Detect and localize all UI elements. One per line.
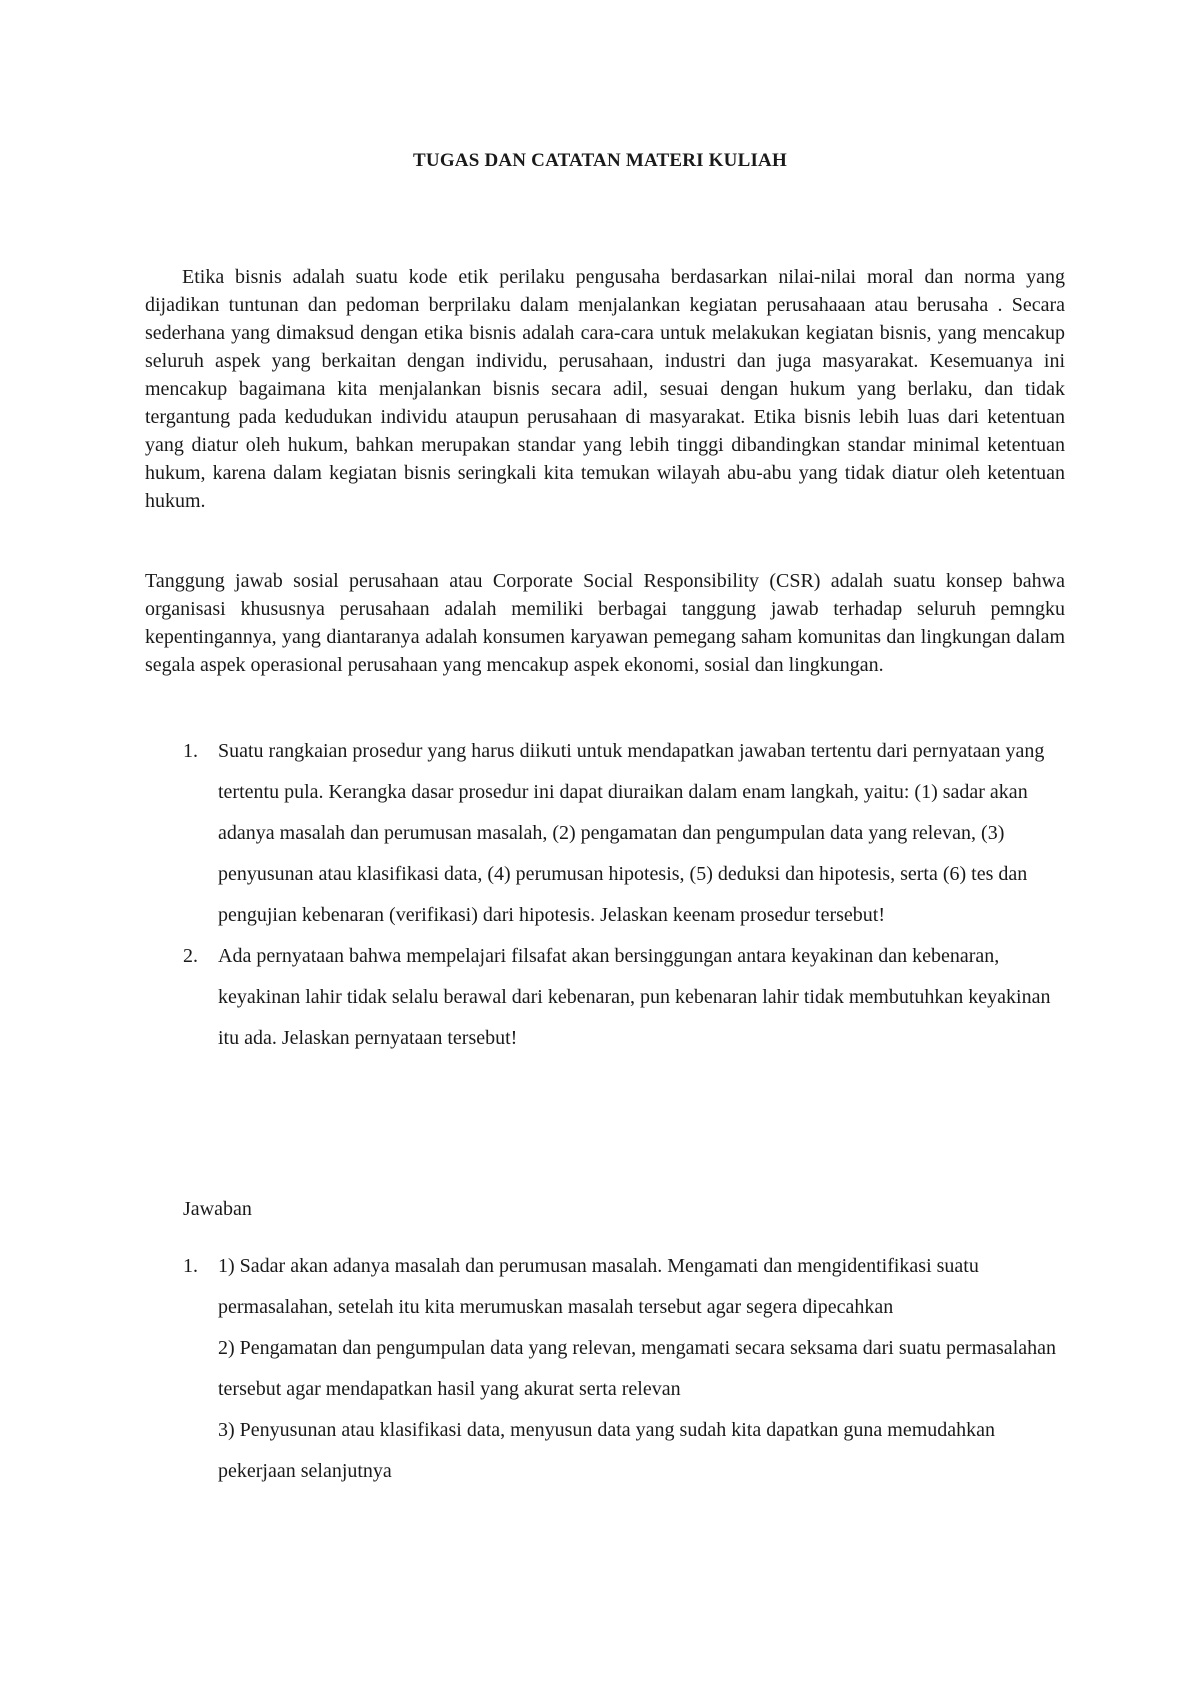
question-text: Ada pernyataan bahwa mempelajari filsafat akan bersinggungan antara keyakinan dan kebenaran, keyakinan lahir tidak selalu berawal dari kebenaran, pun kebenaran lahir tidak membutuhkan keyakinan itu ada. Jelaskan pernyataan tersebut! bbox=[218, 945, 1051, 1049]
answer-heading: Jawaban bbox=[183, 1198, 252, 1220]
paragraph-csr: Tanggung jawab sosial perusahaan atau Corporate Social Responsibility (CSR) adalah suatu konsep bahwa organisasi khususnya perusahaan adalah memiliki berbagai tanggung jawab terhadap seluruh pemngku kepentingannya, yang diantaranya adalah konsumen karyawan pemegang saham komunitas dan lingkungan dalam segala aspek operasional perusahaan yang mencakup aspek ekonomi, sosial dan lingkungan. bbox=[145, 570, 1065, 676]
question-text: Suatu rangkaian prosedur yang harus diikuti untuk mendapatkan jawaban tertentu dari pernyataan yang tertentu pula. Kerangka dasar prosedur ini dapat diuraikan dalam enam langkah, yaitu: (1) sadar akan adanya masalah dan perumusan masalah, (2) pengamatan dan pengumpulan data yang relevan, (3) penyusunan atau klasifikasi data, (4) perumusan hipotesis, (5) deduksi dan hipotesis, serta (6) tes dan pengujian kebenaran (verifikasi) dari hipotesis. Jelaskan keenam prosedur tersebut! bbox=[218, 740, 1045, 926]
question-list bbox=[145, 731, 1065, 1059]
answer-part: 2) Pengamatan dan pengumpulan data yang relevan, mengamati secara seksama dari suatu permasalahan tersebut agar mendapatkan hasil yang akurat serta relevan bbox=[218, 1337, 1056, 1400]
question-number: 2. bbox=[183, 945, 198, 967]
answer-item bbox=[145, 1246, 1065, 1492]
answer-number: 1. bbox=[183, 1255, 198, 1277]
answer-part: 3) Penyusunan atau klasifikasi data, menyusun data yang sudah kita dapatkan guna memudahkan pekerjaan selanjutnya bbox=[218, 1419, 996, 1482]
paragraph-business-ethics: Etika bisnis adalah suatu kode etik perilaku pengusaha berdasarkan nilai-nilai moral dan norma yang dijadikan tuntunan dan pedoman berprilaku dalam menjalankan kegiatan perusahaaan atau berusaha . Secara sederhana yang dimaksud dengan etika bisnis adalah cara-cara untuk melakukan kegiatan bisnis, yang mencakup seluruh aspek yang berkaitan dengan individu, perusahaan, industri dan juga masyarakat. Kesemuanya ini mencakup bagaimana kita menjalankan bisnis secara adil, sesuai dengan hukum yang berlaku, dan tidak tergantung pada kedudukan individu ataupun perusahaan di masyarakat. Etika bisnis lebih luas dari ketentuan yang diatur oleh hukum, bahkan merupakan standar yang lebih tinggi dibandingkan standar minimal ketentuan hukum, karena dalam kegiatan bisnis seringkali kita temukan wilayah abu-abu yang tidak diatur oleh ketentuan hukum. bbox=[145, 266, 1065, 512]
question-item bbox=[145, 936, 1065, 1059]
question-number: 1. bbox=[183, 740, 198, 762]
answer-part: 1) Sadar akan adanya masalah dan perumusan masalah. Mengamati dan mengidentifikasi suatu permasalahan, setelah itu kita merumuskan masalah tersebut agar segera dipecahkan bbox=[218, 1255, 979, 1318]
answer-list bbox=[145, 1246, 1065, 1492]
document-title: TUGAS DAN CATATAN MATERI KULIAH bbox=[413, 150, 787, 171]
question-item bbox=[145, 731, 1065, 936]
